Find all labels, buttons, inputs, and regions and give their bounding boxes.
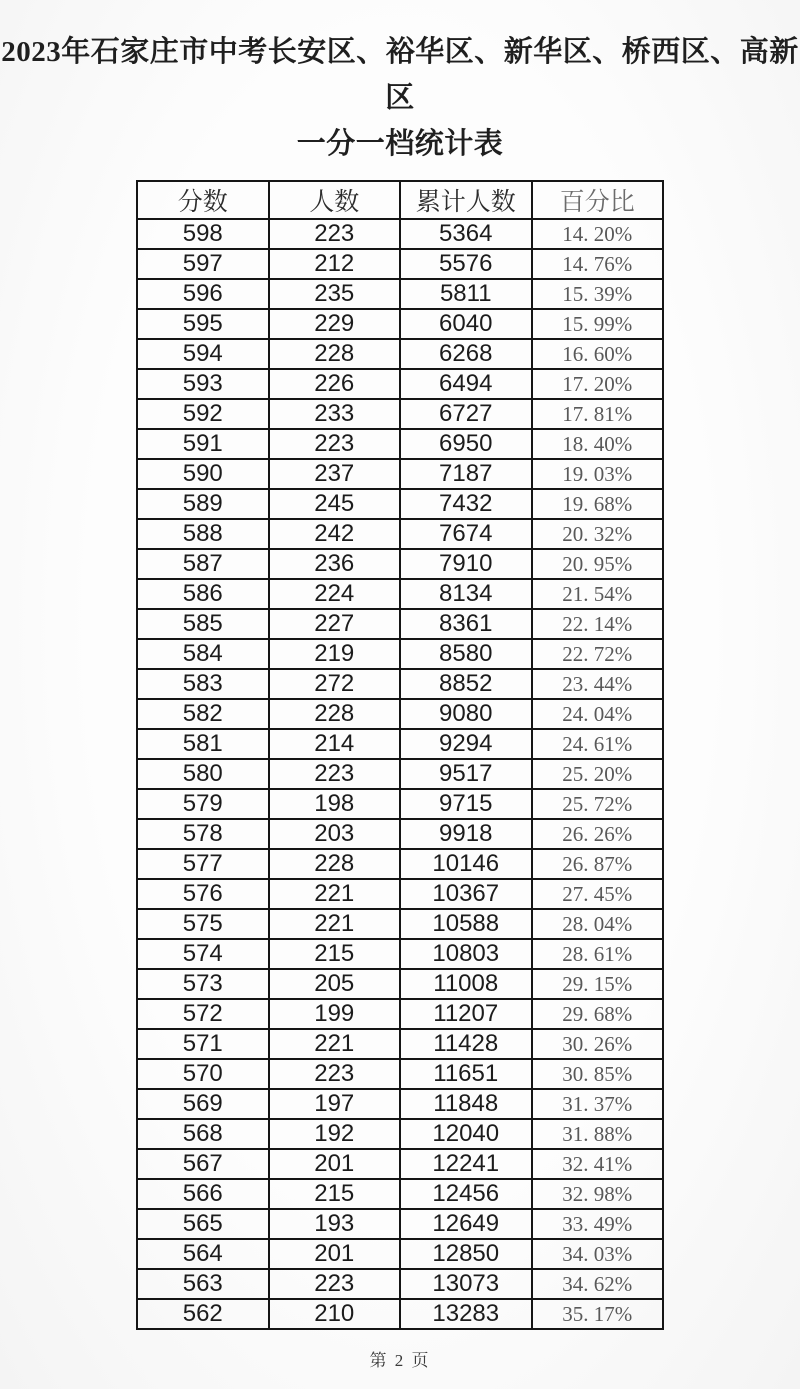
page-title-line1: 2023年石家庄市中考长安区、裕华区、新华区、桥西区、高新区 — [1, 36, 799, 114]
cumulative-cell: 10367 — [400, 879, 532, 909]
table-row — [137, 879, 663, 909]
header-count: 人数 — [269, 181, 401, 219]
table-row — [137, 1269, 663, 1299]
percent-cell: 26. 87% — [532, 849, 664, 879]
cumulative-cell: 12241 — [400, 1149, 532, 1179]
table-row — [137, 909, 663, 939]
page-number: 第 2 页 — [369, 1351, 431, 1371]
cumulative-cell: 11651 — [400, 1059, 532, 1089]
table-row — [137, 1149, 663, 1179]
cumulative-cell: 9517 — [400, 759, 532, 789]
cumulative-cell: 6727 — [400, 399, 532, 429]
table-header — [137, 181, 663, 219]
table-row — [137, 369, 663, 399]
percent-cell: 33. 49% — [532, 1209, 664, 1239]
table-row — [137, 1179, 663, 1209]
count-cell: 223 — [269, 1059, 401, 1089]
score-cell: 573 — [137, 969, 269, 999]
score-cell: 578 — [137, 819, 269, 849]
percent-cell: 22. 14% — [532, 609, 664, 639]
cumulative-cell: 11008 — [400, 969, 532, 999]
score-cell: 582 — [137, 699, 269, 729]
table-row — [137, 669, 663, 699]
table-row — [137, 279, 663, 309]
count-cell: 193 — [269, 1209, 401, 1239]
percent-cell: 21. 54% — [532, 579, 664, 609]
count-cell: 237 — [269, 459, 401, 489]
percent-cell: 25. 72% — [532, 789, 664, 819]
score-cell: 583 — [137, 669, 269, 699]
percent-cell: 28. 61% — [532, 939, 664, 969]
header-percent: 百分比 — [532, 181, 664, 219]
percent-cell: 15. 39% — [532, 279, 664, 309]
percent-cell: 15. 99% — [532, 309, 664, 339]
percent-cell: 16. 60% — [532, 339, 664, 369]
count-cell: 199 — [269, 999, 401, 1029]
score-cell: 566 — [137, 1179, 269, 1209]
score-cell: 564 — [137, 1239, 269, 1269]
percent-cell: 30. 26% — [532, 1029, 664, 1059]
percent-cell: 14. 20% — [532, 219, 664, 249]
table-row — [137, 219, 663, 249]
cumulative-cell: 11207 — [400, 999, 532, 1029]
score-cell: 572 — [137, 999, 269, 1029]
score-cell: 562 — [137, 1299, 269, 1329]
table-row — [137, 399, 663, 429]
count-cell: 229 — [269, 309, 401, 339]
cumulative-cell: 12040 — [400, 1119, 532, 1149]
table-row — [137, 309, 663, 339]
cumulative-cell: 12850 — [400, 1239, 532, 1269]
score-cell: 571 — [137, 1029, 269, 1059]
percent-cell: 17. 20% — [532, 369, 664, 399]
score-cell: 577 — [137, 849, 269, 879]
cumulative-cell: 5811 — [400, 279, 532, 309]
score-cell: 594 — [137, 339, 269, 369]
count-cell: 201 — [269, 1239, 401, 1269]
page-title-line2: 一分一档统计表 — [296, 127, 504, 160]
percent-cell: 34. 03% — [532, 1239, 664, 1269]
percent-cell: 34. 62% — [532, 1269, 664, 1299]
table-row — [137, 1239, 663, 1269]
cumulative-cell: 8852 — [400, 669, 532, 699]
cumulative-cell: 5576 — [400, 249, 532, 279]
table-row — [137, 789, 663, 819]
percent-cell: 23. 44% — [532, 669, 664, 699]
table-row — [137, 729, 663, 759]
score-cell: 585 — [137, 609, 269, 639]
percent-cell: 31. 88% — [532, 1119, 664, 1149]
cumulative-cell: 13073 — [400, 1269, 532, 1299]
count-cell: 192 — [269, 1119, 401, 1149]
percent-cell: 31. 37% — [532, 1089, 664, 1119]
count-cell: 235 — [269, 279, 401, 309]
score-cell: 591 — [137, 429, 269, 459]
score-cell: 587 — [137, 549, 269, 579]
count-cell: 233 — [269, 399, 401, 429]
score-cell: 586 — [137, 579, 269, 609]
cumulative-cell: 7432 — [400, 489, 532, 519]
count-cell: 245 — [269, 489, 401, 519]
score-cell: 579 — [137, 789, 269, 819]
score-cell: 568 — [137, 1119, 269, 1149]
score-cell: 567 — [137, 1149, 269, 1179]
percent-cell: 35. 17% — [532, 1299, 664, 1329]
score-cell: 598 — [137, 219, 269, 249]
percent-cell: 25. 20% — [532, 759, 664, 789]
score-table-body — [137, 219, 663, 1329]
cumulative-cell: 6268 — [400, 339, 532, 369]
percent-cell: 19. 03% — [532, 459, 664, 489]
table-row — [137, 549, 663, 579]
table-row — [137, 639, 663, 669]
percent-cell: 29. 68% — [532, 999, 664, 1029]
score-cell: 597 — [137, 249, 269, 279]
table-row — [137, 1299, 663, 1329]
count-cell: 228 — [269, 699, 401, 729]
percent-cell: 28. 04% — [532, 909, 664, 939]
score-cell: 588 — [137, 519, 269, 549]
count-cell: 219 — [269, 639, 401, 669]
percent-cell: 32. 98% — [532, 1179, 664, 1209]
count-cell: 228 — [269, 849, 401, 879]
score-cell: 590 — [137, 459, 269, 489]
header-row — [137, 181, 663, 219]
percent-cell: 30. 85% — [532, 1059, 664, 1089]
percent-cell: 19. 68% — [532, 489, 664, 519]
table-row — [137, 579, 663, 609]
count-cell: 197 — [269, 1089, 401, 1119]
cumulative-cell: 12456 — [400, 1179, 532, 1209]
count-cell: 226 — [269, 369, 401, 399]
count-cell: 215 — [269, 939, 401, 969]
table-row — [137, 519, 663, 549]
cumulative-cell: 9715 — [400, 789, 532, 819]
table-row — [137, 999, 663, 1029]
cumulative-cell: 7674 — [400, 519, 532, 549]
score-distribution-table — [136, 180, 664, 1330]
count-cell: 236 — [269, 549, 401, 579]
table-row — [137, 1059, 663, 1089]
score-cell: 570 — [137, 1059, 269, 1089]
score-cell: 596 — [137, 279, 269, 309]
count-cell: 201 — [269, 1149, 401, 1179]
score-cell: 595 — [137, 309, 269, 339]
percent-cell: 18. 40% — [532, 429, 664, 459]
cumulative-cell: 5364 — [400, 219, 532, 249]
percent-cell: 32. 41% — [532, 1149, 664, 1179]
count-cell: 224 — [269, 579, 401, 609]
cumulative-cell: 6950 — [400, 429, 532, 459]
score-cell: 592 — [137, 399, 269, 429]
table-row — [137, 1209, 663, 1239]
count-cell: 210 — [269, 1299, 401, 1329]
cumulative-cell: 8580 — [400, 639, 532, 669]
percent-cell: 17. 81% — [532, 399, 664, 429]
score-cell: 569 — [137, 1089, 269, 1119]
score-cell: 581 — [137, 729, 269, 759]
count-cell: 228 — [269, 339, 401, 369]
percent-cell: 24. 61% — [532, 729, 664, 759]
cumulative-cell: 8361 — [400, 609, 532, 639]
cumulative-cell: 9294 — [400, 729, 532, 759]
table-row — [137, 249, 663, 279]
count-cell: 223 — [269, 219, 401, 249]
table-row — [137, 819, 663, 849]
cumulative-cell: 10588 — [400, 909, 532, 939]
count-cell: 223 — [269, 429, 401, 459]
cumulative-cell: 10803 — [400, 939, 532, 969]
score-cell: 576 — [137, 879, 269, 909]
score-cell: 580 — [137, 759, 269, 789]
cumulative-cell: 9918 — [400, 819, 532, 849]
score-cell: 565 — [137, 1209, 269, 1239]
percent-cell: 27. 45% — [532, 879, 664, 909]
count-cell: 212 — [269, 249, 401, 279]
cumulative-cell: 6040 — [400, 309, 532, 339]
score-cell: 563 — [137, 1269, 269, 1299]
table-row — [137, 939, 663, 969]
table-row — [137, 849, 663, 879]
table-row — [137, 339, 663, 369]
count-cell: 215 — [269, 1179, 401, 1209]
count-cell: 221 — [269, 1029, 401, 1059]
cumulative-cell: 13283 — [400, 1299, 532, 1329]
score-cell: 584 — [137, 639, 269, 669]
count-cell: 221 — [269, 909, 401, 939]
cumulative-cell: 12649 — [400, 1209, 532, 1239]
table-row — [137, 759, 663, 789]
count-cell: 242 — [269, 519, 401, 549]
count-cell: 205 — [269, 969, 401, 999]
percent-cell: 14. 76% — [532, 249, 664, 279]
count-cell: 223 — [269, 759, 401, 789]
count-cell: 221 — [269, 879, 401, 909]
score-cell: 575 — [137, 909, 269, 939]
cumulative-cell: 11848 — [400, 1089, 532, 1119]
percent-cell: 20. 32% — [532, 519, 664, 549]
count-cell: 198 — [269, 789, 401, 819]
percent-cell: 20. 95% — [532, 549, 664, 579]
page-title — [0, 0, 800, 167]
count-cell: 214 — [269, 729, 401, 759]
score-cell: 593 — [137, 369, 269, 399]
cumulative-cell: 8134 — [400, 579, 532, 609]
cumulative-cell: 7910 — [400, 549, 532, 579]
percent-cell: 29. 15% — [532, 969, 664, 999]
cumulative-cell: 9080 — [400, 699, 532, 729]
percent-cell: 24. 04% — [532, 699, 664, 729]
count-cell: 203 — [269, 819, 401, 849]
table-row — [137, 699, 663, 729]
header-cumulative: 累计人数 — [400, 181, 532, 219]
table-row — [137, 429, 663, 459]
table-row — [137, 459, 663, 489]
cumulative-cell: 11428 — [400, 1029, 532, 1059]
table-row — [137, 1029, 663, 1059]
table-row — [137, 1119, 663, 1149]
header-score: 分数 — [137, 181, 269, 219]
score-cell: 589 — [137, 489, 269, 519]
count-cell: 227 — [269, 609, 401, 639]
table-row — [137, 969, 663, 999]
percent-cell: 26. 26% — [532, 819, 664, 849]
cumulative-cell: 7187 — [400, 459, 532, 489]
cumulative-cell: 6494 — [400, 369, 532, 399]
score-cell: 574 — [137, 939, 269, 969]
cumulative-cell: 10146 — [400, 849, 532, 879]
table-row — [137, 489, 663, 519]
table-row — [137, 609, 663, 639]
table-row — [137, 1089, 663, 1119]
count-cell: 223 — [269, 1269, 401, 1299]
count-cell: 272 — [269, 669, 401, 699]
percent-cell: 22. 72% — [532, 639, 664, 669]
